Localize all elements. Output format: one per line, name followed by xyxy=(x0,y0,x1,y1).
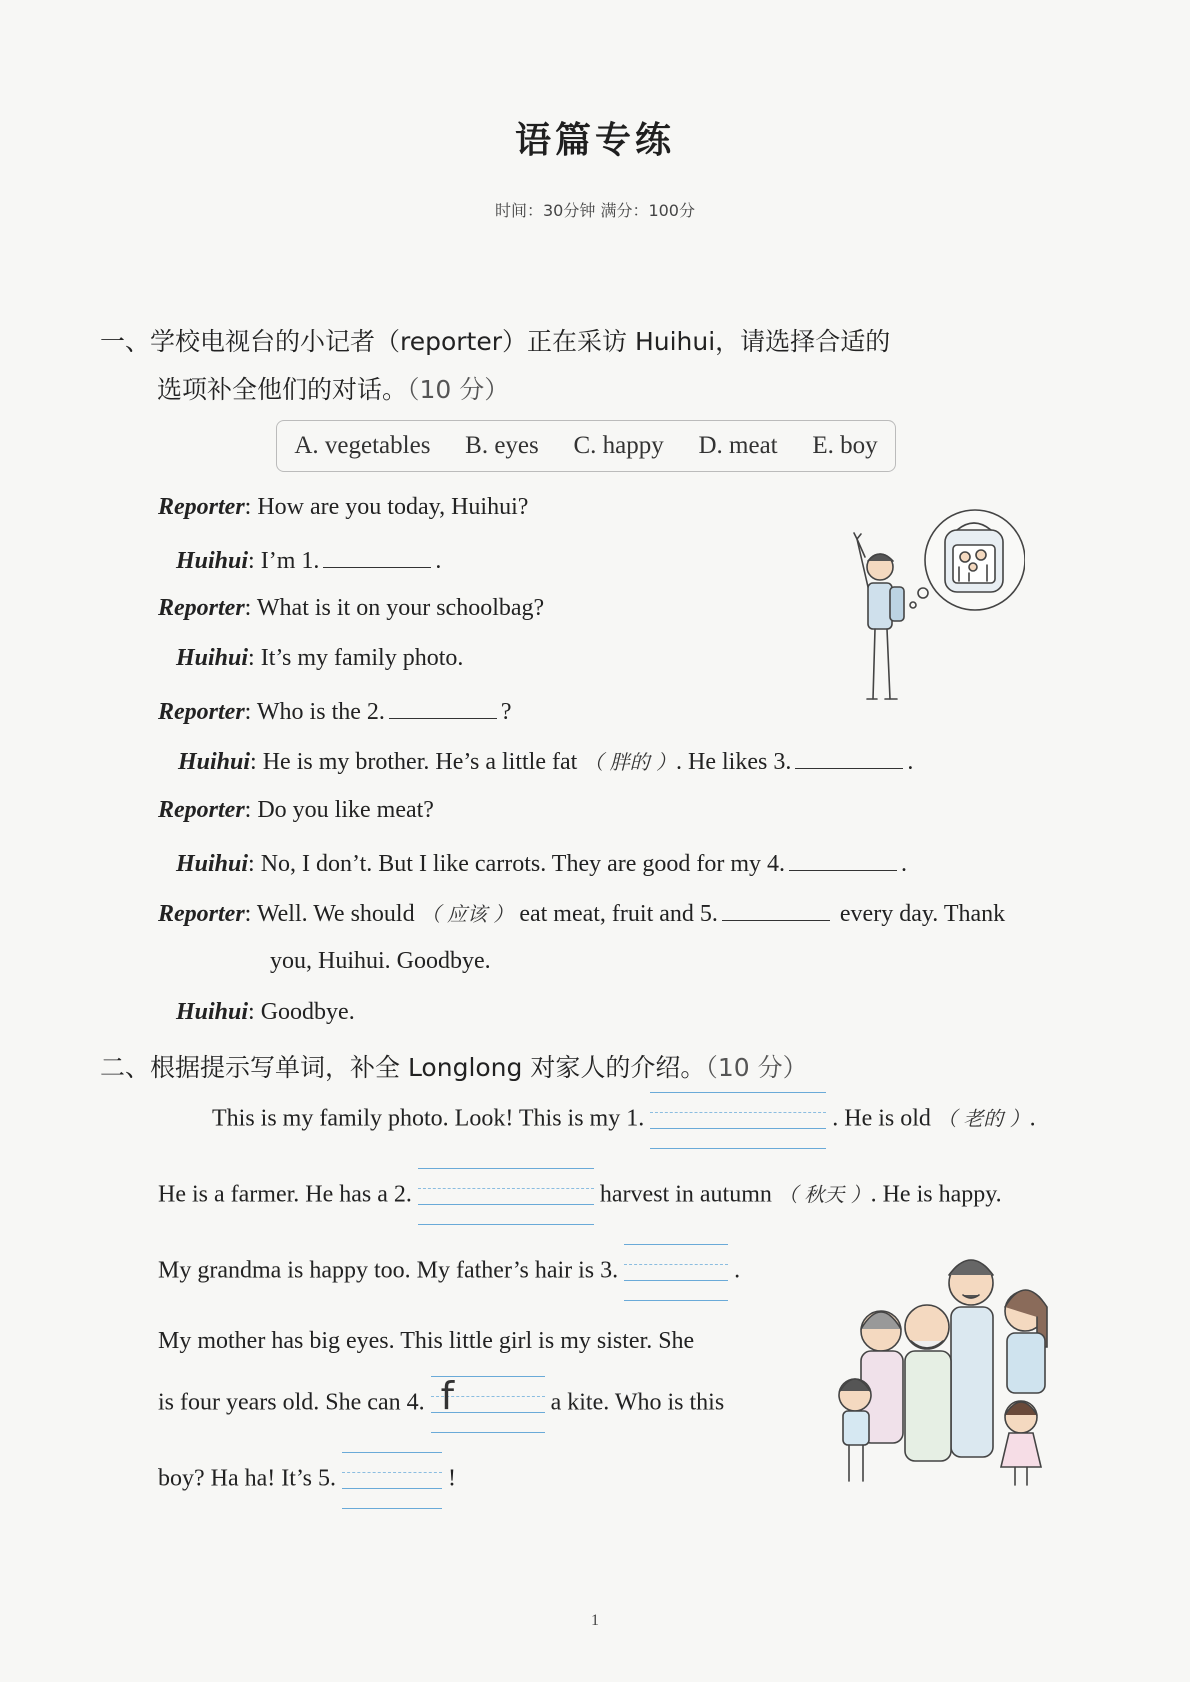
section1-heading-line1: 一、学校电视台的小记者（reporter）正在采访 Huihui，请选择合适的 xyxy=(100,327,891,356)
option-c: C. happy xyxy=(573,432,664,459)
speaker: Huihui xyxy=(176,999,249,1025)
four-line-blank-3[interactable] xyxy=(624,1244,728,1300)
dialogue-line-3: Reporter: What is it on your schoolbag? xyxy=(158,595,545,621)
page-title: 语篇专练 xyxy=(514,119,675,161)
options-box xyxy=(276,420,896,472)
answer-blank-5[interactable] xyxy=(722,898,830,921)
time-info: 时间：30分钟 满分：100分 xyxy=(495,201,695,220)
dialogue-line-8: Huihui: No, I don’t. But I like carrots. They are good for my 4. . xyxy=(176,848,907,878)
dialogue-line-1: Reporter: How are you today, Huihui? xyxy=(158,494,529,520)
speaker: Reporter xyxy=(158,595,245,621)
option-a: A. vegetables xyxy=(294,432,431,459)
speaker: Huihui xyxy=(178,749,251,775)
dialogue-line-5: Reporter: Who is the 2. ? xyxy=(158,696,512,726)
dialogue-line-10: you, Huihui. Goodbye. xyxy=(270,948,491,974)
four-line-blank-1[interactable] xyxy=(650,1092,826,1148)
section1-heading-line2: 选项补全他们的对话。（10 分） xyxy=(157,375,510,404)
answer-blank-4[interactable] xyxy=(789,848,897,871)
section2-score: （10 分） xyxy=(705,1053,808,1082)
four-line-blank-2[interactable] xyxy=(418,1168,594,1224)
speaker: Huihui xyxy=(176,851,249,877)
speaker: Huihui xyxy=(176,548,249,574)
passage-line-2: He is a farmer. He has a 2. harvest in autumn （ 秋天 ）. He is happy. xyxy=(158,1168,1002,1224)
answer-blank-2[interactable] xyxy=(389,696,497,719)
speaker: Huihui xyxy=(176,645,249,671)
four-line-blank-4[interactable] xyxy=(431,1376,545,1432)
dialogue-line-9: Reporter: Well. We should （ 应该 ） eat meat, fruit and 5. every day. Thank xyxy=(158,898,1005,928)
dialogue-line-4: Huihui: It’s my family photo. xyxy=(176,645,464,671)
family-illustration xyxy=(815,1245,1065,1495)
speaker: Reporter xyxy=(158,494,245,520)
passage-line-4: My mother has big eyes. This little girl is my sister. She xyxy=(158,1328,695,1354)
speaker: Reporter xyxy=(158,901,245,927)
dialogue-line-11: Huihui: Goodbye. xyxy=(176,999,355,1025)
option-b: B. eyes xyxy=(465,432,539,459)
passage-line-6: boy? Ha ha! It’s 5. ! xyxy=(158,1452,456,1508)
passage-line-1: This is my family photo. Look! This is my 1. . He is old （ 老的 ）. xyxy=(212,1092,1036,1148)
passage-line-5: is four years old. She can 4. f a kite. Who is this xyxy=(158,1376,724,1432)
section1-score: （10 分） xyxy=(407,375,510,404)
passage-line-3: My grandma is happy too. My father’s hair is 3. . xyxy=(158,1244,740,1300)
hint-letter: f xyxy=(440,1374,454,1418)
dialogue-line-2: Huihui: I’m 1. . xyxy=(176,545,441,575)
speaker: Reporter xyxy=(158,699,245,725)
speaker: Reporter xyxy=(158,797,245,823)
four-line-blank-5[interactable] xyxy=(342,1452,442,1508)
dialogue-line-7: Reporter: Do you like meat? xyxy=(158,797,434,823)
option-e: E. boy xyxy=(812,432,878,459)
dialogue-line-6: Huihui: He is my brother. He’s a little fat （ 胖的 ）. He likes 3. . xyxy=(178,746,913,776)
page-number: 1 xyxy=(591,1612,599,1629)
option-d: D. meat xyxy=(698,432,778,459)
section2-heading: 二、根据提示写单词，补全 Longlong 对家人的介绍。（10 分） xyxy=(100,1053,808,1082)
answer-blank-3[interactable] xyxy=(795,746,903,769)
boy-with-schoolbag-illustration xyxy=(835,505,1025,705)
answer-blank-1[interactable] xyxy=(323,545,431,568)
